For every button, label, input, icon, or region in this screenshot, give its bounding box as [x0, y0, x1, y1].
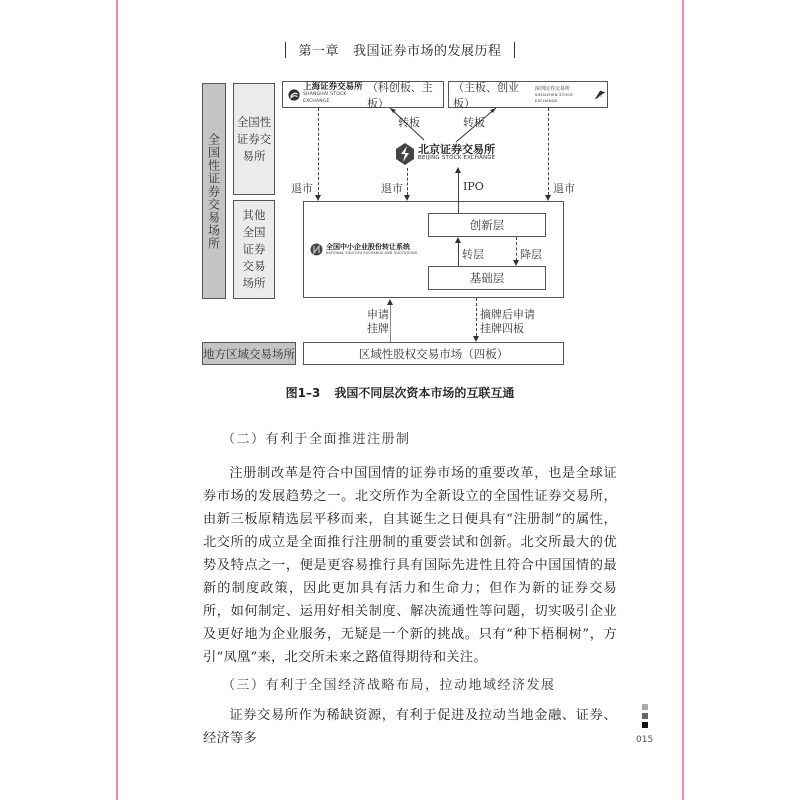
section-2-paragraph: 注册制改革是符合中国国情的证券市场的重要改革，也是全球证券市场的发展趋势之一。北交所作为全新设立的全国性证券交易所，由新三板原精选层平移而来，自其诞生之日便具有“注册制”的属性，北交所的成立是全面推行注册制的重要尝试和创新。北交所最大的优势及特点之一，便是更容易推行具有国际先进性且符合中国国情的最新的制度政策，因此更加具有活力和生命力；但作为新的证券交易所，如何制定、运用好相关制度、解决流通性等问题，切实吸引企业及更好地为企业服务，无疑是一个新的挑战。只有“种下梧桐树”，方引“凤凰”来，北交所未来之路值得期待和关注。: [203, 466, 617, 665]
apply-listing-label: 申请 挂牌: [367, 308, 389, 335]
bse-name-cn: 北京证券交易所: [418, 143, 495, 156]
upgrade-arrow-line: [458, 242, 459, 266]
base-layer-label: 基础层: [469, 271, 505, 285]
regional-market-label: 区域性股权交易市场（四板）: [358, 346, 509, 361]
downgrade-arrow-line: [516, 237, 517, 261]
ipo-label: IPO: [463, 180, 484, 193]
regional-market-box: [303, 342, 564, 365]
transfer-label-left: 转板: [398, 116, 420, 129]
national-exchanges-label: 全国性证券交易所: [236, 114, 272, 163]
neeq-name-en: NATIONAL EQUITIES EXCHANGE AND QUOTATIONS: [326, 250, 418, 255]
national-venues-label: 全国性证券交易场所: [206, 132, 221, 250]
chapter-number: 第一章: [298, 44, 339, 59]
page-marker-mid: [642, 713, 648, 719]
szse-boards: （主板、创业板）: [453, 80, 519, 110]
other-national-venues-label: 其他全国证券交易场所: [242, 208, 266, 290]
delist-arrow-2-head: [404, 195, 410, 201]
szse-name-cn: 深圳证券交易所: [534, 85, 570, 92]
sse-logo-text: [303, 84, 365, 105]
figure-number: 图1–3: [285, 386, 321, 400]
sse-name-en: SHANGHAI STOCK EXCHANGE: [303, 92, 347, 104]
apply-listing-arrow-head: [387, 299, 393, 305]
delist-arrow-1-line: [318, 108, 319, 195]
chapter-title: 我国证券市场的发展历程: [353, 44, 502, 59]
delisted-apply-label: 摘牌后申请 挂牌四板: [480, 308, 535, 335]
sse-boards: （科创板、主板）: [366, 80, 433, 110]
delist-label-2: 退市: [381, 182, 403, 195]
national-venues-column: [202, 83, 226, 299]
delist-arrow-3-head: [545, 195, 551, 201]
szse-logo-icon: [593, 88, 607, 102]
delist-label-3: 退市: [553, 182, 575, 195]
base-layer-box: [428, 266, 546, 290]
figure-title: 我国不同层次资本市场的互联互通: [334, 386, 515, 400]
neeq-logo-icon: [310, 243, 323, 256]
section-3-heading: （三）有利于全国经济战略布局，拉动地域经济发展: [222, 678, 556, 693]
downgrade-arrow-head: [513, 260, 519, 266]
szse-logo-text: [535, 86, 590, 104]
sse-name-cn: 上海证券交易所: [303, 82, 363, 92]
transfer-label-right: 转板: [463, 116, 485, 129]
national-exchanges-box: [233, 83, 275, 195]
delist-arrow-1-head: [315, 195, 321, 201]
running-header: [0, 40, 800, 59]
page-marker-dark: [642, 722, 648, 728]
upgrade-label: 转层: [462, 248, 484, 261]
page-marker-light: [642, 704, 648, 710]
delist-arrow-3-line: [548, 108, 549, 195]
section-3-paragraph: 证券交易所作为稀缺资源，有利于促进及拉动当地金融、证券、经济等多: [203, 708, 617, 746]
regional-venues-box: [202, 342, 296, 365]
innovation-layer-label: 创新层: [469, 218, 505, 232]
header-divider: [285, 42, 287, 58]
ipo-arrow-head: [455, 167, 461, 173]
neeq-name-cn: 全国中小企业股份转让系统: [326, 242, 410, 251]
sse-logo-icon: [288, 88, 300, 102]
upgrade-arrow-head: [455, 237, 461, 243]
delisted-apply-arrow-line: [476, 298, 477, 336]
page-number: 015: [636, 735, 654, 745]
innovation-layer-box: [428, 213, 546, 237]
szse-name-en: SHENZHEN STOCK EXCHANGE: [534, 91, 573, 103]
regional-venues-label: 地方区域交易场所: [203, 346, 295, 361]
apply-listing-arrow-line: [390, 304, 391, 342]
ipo-arrow-line: [458, 172, 459, 213]
delist-arrow-2-line: [407, 168, 408, 195]
header-divider: [514, 42, 516, 58]
section-2-heading: （二）有利于全面推进注册制: [222, 432, 411, 447]
downgrade-label: 降层: [520, 248, 542, 261]
other-national-venues-box: [233, 200, 275, 299]
neeq-logo: [310, 243, 417, 256]
bse-name-en: BEIJING STOCK EXCHANGE: [418, 155, 496, 161]
delist-label-1: 退市: [291, 182, 313, 195]
figure-caption: [0, 384, 800, 401]
